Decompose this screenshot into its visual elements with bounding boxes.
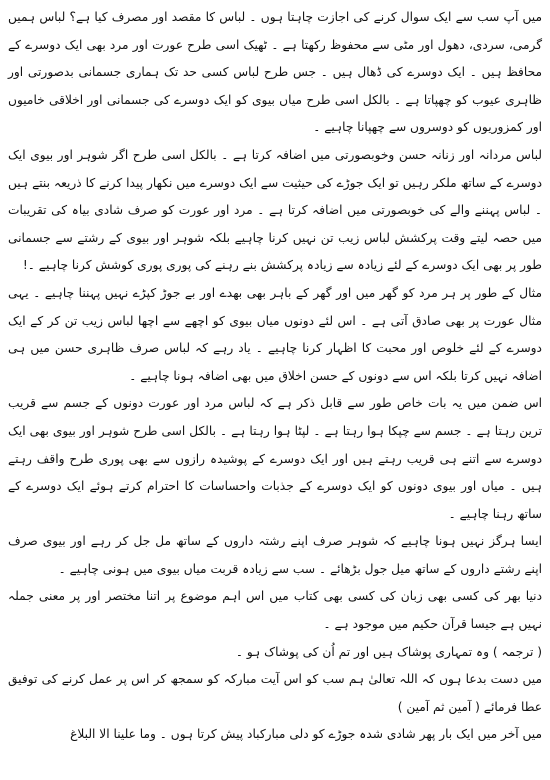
paragraph-example-dress: مثال کے طور پر ہر مرد کو گھر میں اور گھر کے باہر بھی بھدے اور بے جوڑ کپڑے نہیں پہننا چاہیے ۔ یہی مثال عورت پر بھی صادق آتی ہے ۔ اس لئے دونوں میاں بیوی کو اچھے سے اچھا لباس زیب تن کر کے ایک دوسرے کے لئے خلوص اور محبت کا اظہار کرنا چاہیے ۔ یاد رہے کہ لباس صرف ظاہری حسن میں ہی اضافہ نہیں کرتا بلکہ اس سے دونوں کے حسن اخلاق میں بھی اضافہ ہونا چاہیے ۔ — [8, 285, 542, 383]
paragraph-translation: ( ترجمہ ) وہ تمہاری پوشاک ہیں اور تم اُن کی پوشاک ہو ۔ — [235, 644, 542, 659]
paragraph-closeness: اس ضمن میں یہ بات خاص طور سے قابل ذکر ہے کہ لباس مرد اور عورت دونوں کے جسم سے قریب ترین رہتا ہے ۔ جسم سے چپکا ہوا رہتا ہے ۔ لپٹا ہوا رہتا ہے ۔ بالکل اسی طرح شوہر اور بیوی بھی ایک دوسرے سے اتنے ہی قریب رہتے ہیں اور ایک دوسرے کے پوشیدہ رازوں سے بھی پوری طرح واقف رہتے ہیں ۔ میاں اور بیوی دونوں کو ایک دوسرے کے جذبات واحساسات کا احترام کرتے ہوئے ایک دوسرے کے ساتھ رہنا چاہیے ۔ — [8, 396, 542, 521]
paragraph-quran-reference: دنیا بھر کی کسی بھی زبان کی کسی بھی کتاب میں اس اہم موضوع پر اتنا مختصر اور پر معنی جملہ نہیں ہے جیسا قرآن حکیم میں موجود ہے ۔ — [8, 589, 542, 632]
paragraph-clothing-purpose: میں آپ سب سے ایک سوال کرنے کی اجازت چاہتا ہوں ۔ لباس کا مقصد اور مصرف کیا ہے؟ لباس ہمیں گرمی، سردی، دھول اور مٹی سے محفوظ رکھتا ہے ۔ ٹھیک اسی طرح عورت اور مرد بھی ایک دوسرے کے محافظ ہیں ۔ ایک دوسرے کی ڈھال ہیں ۔ جس طرح لباس کسی حد تک ہماری جسمانی بدصورتی اور ظاہری عیوب کو چھپاتا ہے ۔ بالکل اسی طرح میاں بیوی کو ایک دوسرے کی جسمانی اور اخلاقی خامیوں اور کمزوریوں کو دوسروں سے چھپانا چاہیے ۔ — [8, 10, 542, 135]
paragraph-relatives: ایسا ہرگز نہیں ہونا چاہیے کہ شوہر صرف اپنے رشتہ داروں کے ساتھ مل جل کر رہے اور بیوی صرف اپنے رشتے داروں کے ساتھ میل جول بڑھائے ۔ سب سے زیادہ قربت میاں بیوی میں ہونی چاہیے ۔ — [8, 534, 542, 576]
paragraph-closing: میں آخر میں ایک بار پھر شادی شدہ جوڑے کو دلی مبارکباد پیش کرتا ہوں ۔ وما علینا الا البلاغ — [70, 727, 542, 742]
paragraph-prayer: میں دست بدعا ہوں کہ اللہ تعالیٰ ہم سب کو اس آیت مبارکہ کو سمجھ کر اس پر عمل کرنے کی توفیق عطا فرمائے ( آمین ثم آمین ) — [8, 672, 542, 714]
paragraph-beauty: لباس مردانہ اور زنانہ حسن وخوبصورتی میں اضافہ کرتا ہے ۔ بالکل اسی طرح اگر شوہر اور بیوی ایک دوسرے کے ساتھ ملکر رہیں تو ایک جوڑے کی حیثیت سے ایک دوسرے میں نکھار پیدا کرنے کا ذریعہ بنتے ہیں ۔ لباس پہننے والے کی خوبصورتی میں اضافہ کرتا ہے ۔ مرد اور عورت کو صرف شادی بیاہ کی تقریبات میں حصہ لیتے وقت پرکشش لباس زیب تن نہیں کرنا چاہیے بلکہ شوہر اور بیوی کے رشتے سے جسمانی طور پر بھی ایک دوسرے کے لئے زیادہ سے زیادہ پرکشش بنے رہنے کی پوری پوری کوشش کرنا چاہیے ۔! — [8, 147, 542, 273]
